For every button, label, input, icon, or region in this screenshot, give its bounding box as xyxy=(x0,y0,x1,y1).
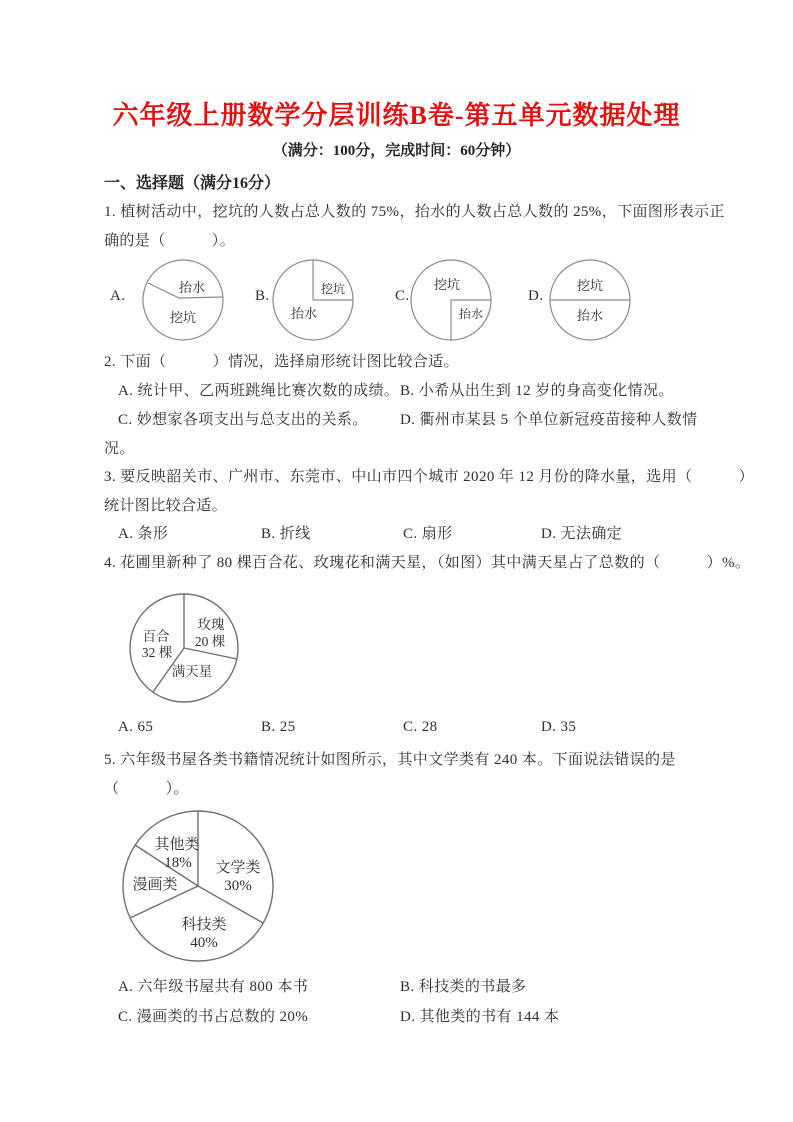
q4-text: 4. 花圃里新种了 80 棵百合花、玫瑰花和满天星，（如图）其中满天星占了总数的（ ）%。 xyxy=(104,555,751,571)
q1-text-line2: 确的是（ ）。 xyxy=(104,233,236,249)
q1-option-d-letter: D. xyxy=(528,288,544,304)
q4-pie-lily-label: 百合 xyxy=(142,629,170,644)
q4-option-c: C. 28 xyxy=(403,719,438,735)
q1-pie-chart-b xyxy=(271,256,355,344)
q3-text-line2: 统计图比较合适。 xyxy=(104,498,228,514)
q1-pie-b-wedge-label: 挖坑 xyxy=(320,282,346,296)
q5-pie-comic-label: 漫画类 xyxy=(132,877,178,893)
q2-option-d: D. 衢州市某县 5 个单位新冠疫苗接种人数情 xyxy=(400,412,698,428)
q4-option-d: D. 35 xyxy=(541,719,577,735)
q4-pie-rose-label: 玫瑰 xyxy=(197,617,225,632)
q5-text-line1: 5. 六年级书屋各类书籍情况统计如图所示，其中文学类有 240 本。下面说法错误的是 xyxy=(104,752,676,768)
q4-pie-babysbreath-label: 满天星 xyxy=(171,664,213,679)
q4-pie-lily-count: 32 棵 xyxy=(141,645,173,660)
q2-option-a: A. 统计甲、乙两班跳绳比赛次数的成绩。 xyxy=(118,383,400,399)
q1-pie-b-main-label: 抬水 xyxy=(290,306,318,321)
q2-text: 2. 下面（ ）情况，选择扇形统计图比较合适。 xyxy=(104,354,460,370)
q5-option-a: A. 六年级书屋共有 800 本书 xyxy=(118,979,309,995)
page-subtitle: （满分：100分，完成时间：60分钟） xyxy=(272,143,521,159)
q1-text-line1: 1. 植树活动中，挖坑的人数占总人数的 75%，抬水的人数占总人数的 25%，下面图形表示正 xyxy=(104,204,725,220)
q4-option-b: B. 25 xyxy=(261,719,296,735)
section-heading: 一、选择题（满分16分） xyxy=(104,175,281,192)
q2-option-d-continued: 况。 xyxy=(104,441,135,457)
q3-option-d: D. 无法确定 xyxy=(541,526,623,542)
q5-option-d: D. 其他类的书有 144 本 xyxy=(400,1009,560,1025)
q2-option-b: B. 小希从出生到 12 岁的身高变化情况。 xyxy=(400,383,674,399)
q2-option-c: C. 妙想家各项支出与总支出的关系。 xyxy=(118,412,368,428)
q1-pie-d-top-label: 挖坑 xyxy=(576,278,604,293)
q5-text-line2: （ ）。 xyxy=(104,781,189,797)
q1-option-b-letter: B. xyxy=(255,288,270,304)
q5-pie-chart xyxy=(119,807,277,965)
q1-option-c-letter: C. xyxy=(395,288,410,304)
q1-pie-d-bottom-label: 抬水 xyxy=(576,308,604,323)
q3-text-line1: 3. 要反映韶关市、广州市、东莞市、中山市四个城市 2020 年 12 月份的降水量，选用（ ） xyxy=(104,469,755,485)
q1-pie-a-top-label: 抬水 xyxy=(178,280,206,295)
q5-pie-literature-pct: 30% xyxy=(224,878,252,894)
q1-pie-a-bottom-label: 挖坑 xyxy=(169,310,197,325)
q3-option-a: A. 条形 xyxy=(118,526,169,542)
q4-option-a: A. 65 xyxy=(118,719,154,735)
q1-pie-chart-c xyxy=(409,256,493,344)
q3-option-b: B. 折线 xyxy=(261,526,311,542)
q5-option-c: C. 漫画类的书占总数的 20% xyxy=(118,1009,309,1025)
q4-pie-chart xyxy=(126,590,244,708)
q1-pie-c-wedge-label: 抬水 xyxy=(458,307,484,321)
q3-option-c: C. 扇形 xyxy=(403,526,453,542)
q5-pie-science-pct: 40% xyxy=(190,935,218,951)
q1-pie-c-main-label: 挖坑 xyxy=(433,277,461,292)
q1-pie-chart-d xyxy=(548,256,632,344)
q5-pie-literature-label: 文学类 xyxy=(215,860,261,876)
q5-pie-other-label: 其他类 xyxy=(154,837,200,853)
q5-pie-other-pct: 18% xyxy=(164,855,192,871)
q1-pie-chart-a xyxy=(141,256,225,344)
q5-pie-science-label: 科技类 xyxy=(181,917,227,933)
q1-option-a-letter: A. xyxy=(110,288,126,304)
q5-option-b: B. 科技类的书最多 xyxy=(400,979,527,995)
page-title: 六年级上册数学分层训练B卷-第五单元数据处理 xyxy=(112,101,681,130)
q4-pie-rose-count: 20 棵 xyxy=(194,634,226,649)
